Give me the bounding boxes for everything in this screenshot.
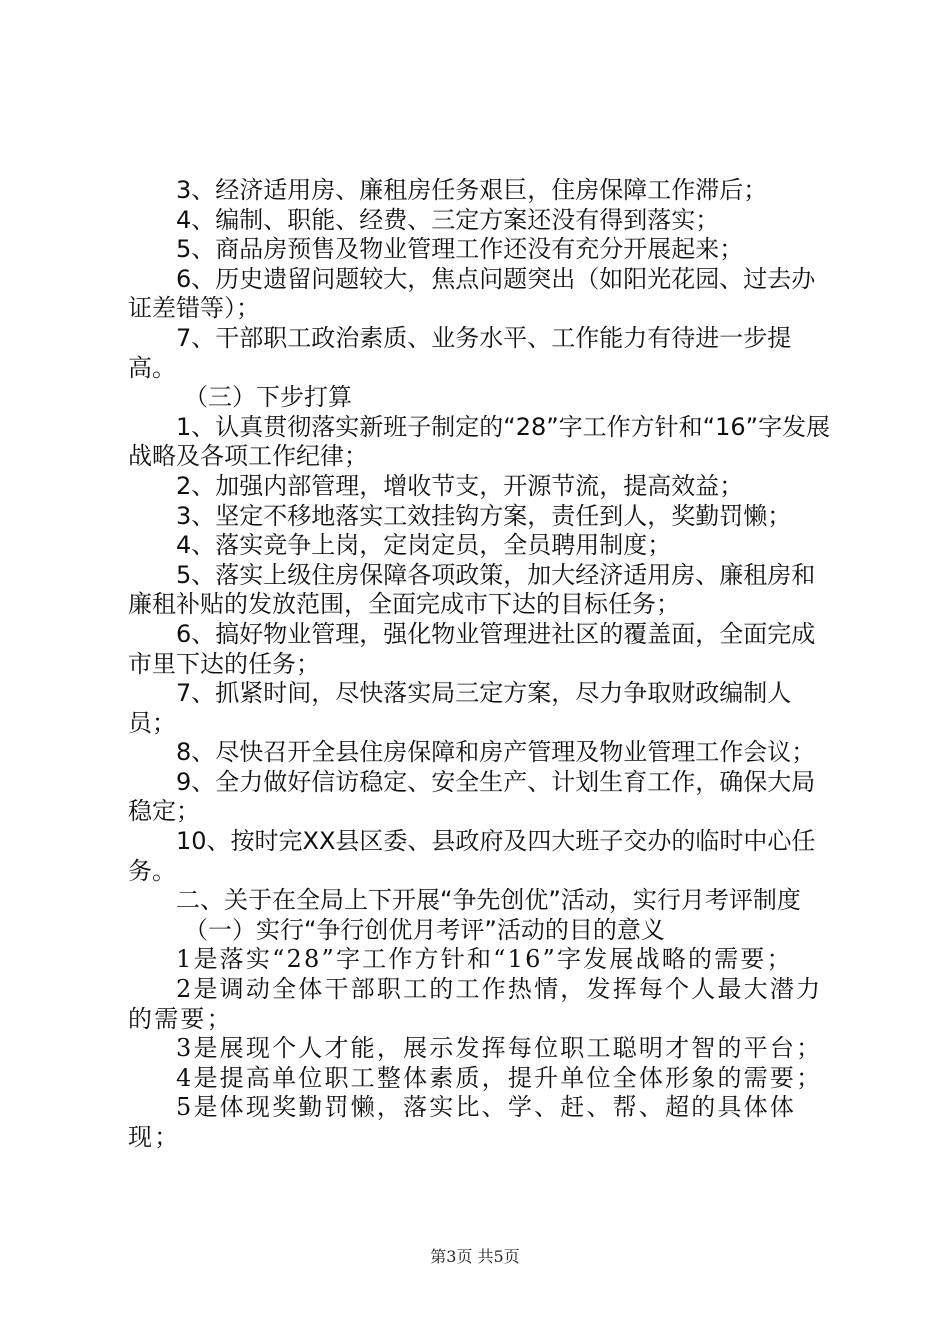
section-heading: 二、关于在全局上下开展“争先创优”活动，实行月考评制度	[176, 886, 801, 915]
page-number: 第3页 共5页	[430, 1247, 520, 1266]
paragraph: 6、历史遗留问题较大，焦点问题突出（如阳光花园、过去办证差错等）；	[128, 264, 816, 323]
paragraph: 2、加强内部管理，增收节支，开源节流，提高效益；	[176, 471, 744, 500]
paragraph: 8、尽快召开全县住房保障和房产管理及物业管理工作会议；	[176, 738, 816, 767]
paragraph: 4、编制、职能、经费、三定方案还没有得到落实；	[176, 205, 720, 234]
paragraph: 4、落实竞争上岗，定岗定员，全员聘用制度；	[176, 531, 672, 560]
list-item: 2是调动全体干部职工的工作热情，发挥每个人最大潜力的需要；	[128, 975, 823, 1033]
paragraph: 5、商品房预售及物业管理工作还没有充分开展起来；	[176, 235, 744, 264]
list-item: 1是落实“28”字工作方针和“16”字发展战略的需要；	[176, 945, 793, 974]
list-item: 5是体现奖勤罚懒，落实比、学、赶、帮、超的具体体现；	[128, 1093, 797, 1151]
paragraph: 3、坚定不移地落实工效挂钩方案，责任到人，奖勤罚懒；	[176, 501, 792, 530]
paragraph: 1、认真贯彻落实新班子制定的“28”字工作方针和“16”字发展战略及各项工作纪律；	[128, 412, 831, 471]
paragraph: 3、经济适用房、廉租房任务艰巨，住房保障工作滞后；	[176, 176, 768, 204]
list-item: 3是展现个人才能，展示发挥每位职工聪明才智的平台；	[176, 1034, 823, 1063]
paragraph: 7、干部职工政治素质、业务水平、工作能力有待进一步提高。	[128, 323, 792, 382]
paragraph: 10、按时完XX县区委、县政府及四大班子交办的临时中心任务。	[128, 827, 816, 885]
paragraph: 9、全力做好信访稳定、安全生产、计划生育工作，确保大局稳定；	[128, 767, 816, 826]
paragraph: 5、落实上级住房保障各项政策，加大经济适用房、廉租房和廉租补贴的发放范围，全面完成市下达的目标任务；	[128, 560, 816, 619]
section-heading: （一）实行“争行创优月考评”活动的目的意义	[184, 915, 665, 944]
section-heading: （三）下步打算	[184, 383, 352, 412]
purpose-list	[128, 945, 834, 1152]
paragraph: 7、抓紧时间，尽快落实局三定方案，尽力争取财政编制人员；	[128, 679, 792, 737]
document-body	[128, 176, 834, 1153]
list-item: 4是提高单位职工整体素质，提升单位全体形象的需要；	[176, 1063, 823, 1092]
page-footer	[0, 1244, 950, 1267]
paragraph: 6、搞好物业管理，强化物业管理进社区的覆盖面，全面完成市里下达的任务；	[128, 619, 816, 678]
